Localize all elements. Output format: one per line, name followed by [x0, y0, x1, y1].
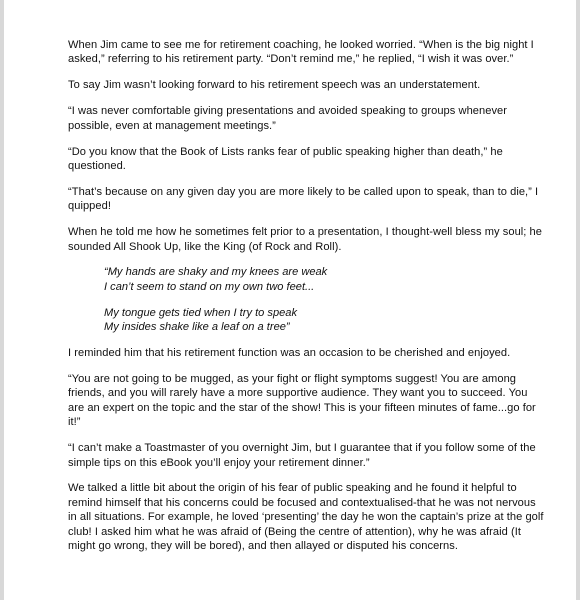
quote-line: My tongue gets tied when I try to speak [104, 306, 298, 319]
paragraph-toastmaster: “I can’t make a Toastmaster of you overnight Jim, but I guarantee that if you follow some of the simple tips on this eBook you’ll enjoy your retirement dinner.” [68, 442, 536, 469]
quote-line: “My hands are shaky and my knees are weak [104, 266, 328, 279]
paragraph-quipped: “That’s because on any given day you are more likely to be called upon to speak, than to die,” I quipped! [68, 185, 539, 213]
paragraph-origin-of-fear: We talked a little bit about the origin of his fear of public speaking and he found it helpful to remind himself that his concerns could be focused and contextualised-that he was not nervous in all situations. For example, he loved ‘presenting’ the day he won the captain’s prize at the golf club! I asked him what he was afraid of (Being the centre of attention), why he was afraid (It might go wrong, they will be bored), and then allayed or disputed his concerns. [68, 482, 544, 553]
quote-stanza-1 [104, 265, 546, 294]
document-page [4, 0, 576, 600]
quote-line: My insides shake like a leaf on a tree” [104, 321, 290, 334]
paragraph-intro: When Jim came to see me for retirement coaching, he looked worried. “When is the big night I asked,” referring to his retirement party. “Don’t remind me,” he replied, “I wish it was over.” [68, 39, 534, 66]
paragraph-understatement: To say Jim wasn’t looking forward to his retirement speech was an understatement. [68, 79, 481, 92]
paragraph-never-comfortable: “I was never comfortable giving presentations and avoided speaking to groups whenever possible, even at management meetings.” [68, 105, 508, 132]
paragraph-book-of-lists: “Do you know that the Book of Lists ranks fear of public speaking higher than death,” he questioned. [68, 145, 503, 172]
quote-line: I can’t seem to stand on my own two feet... [104, 280, 315, 293]
song-quote [104, 265, 546, 334]
paragraph-all-shook-up: When he told me how he sometimes felt prior to a presentation, I thought-well bless my soul; he sounded All Shook Up, like the King (of Rock and Roll). [68, 226, 543, 253]
paragraph-reminded: I reminded him that his retirement function was an occasion to be cherished and enjoyed. [68, 347, 511, 360]
paragraph-not-mugged: “You are not going to be mugged, as your fight or flight symptoms suggest! You are among friends, and you will rarely have a more supportive audience. They want you to succeed. You are an expert on the topic and the star of the show! This is your fifteen minutes of fame...go for it!” [68, 373, 536, 429]
quote-stanza-2 [104, 306, 546, 335]
